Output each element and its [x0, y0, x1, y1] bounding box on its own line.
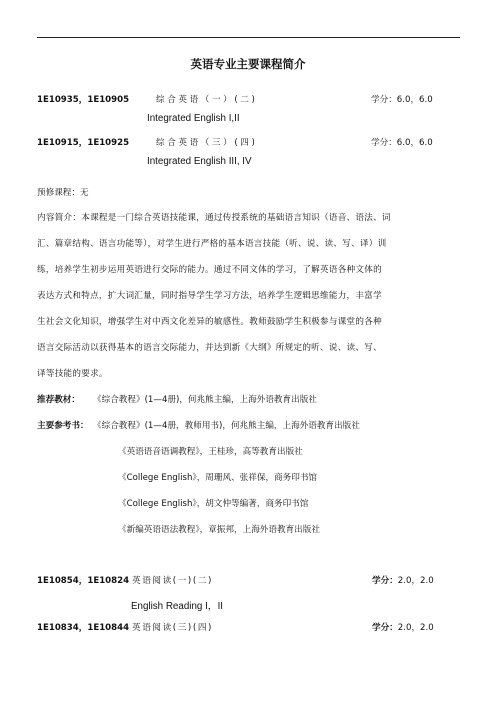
course2-name: 综合英语（三）(四) — [156, 138, 258, 148]
content-line: 生社会文化知识，增强学生对中西文化差异的敏感性。教师鼓励学生积极参与课堂的各种 — [37, 317, 382, 327]
top-rule — [37, 37, 460, 38]
course1-english-name: Integrated English I,II — [147, 113, 240, 124]
course1-name: 综合英语（一）(二) — [156, 95, 258, 105]
course2-codes: 1E10915，1E10925 — [37, 138, 130, 148]
course4-codes: 1E10834，1E10844 — [37, 623, 130, 633]
reference-item: 《综合教程》(1—4册，教师用书)，何兆熊主编，上海外语教育出版社 — [93, 421, 360, 431]
reference-item: 《新编英语语法教程》，章振邦，上海外语教育出版社 — [118, 525, 320, 535]
course3-credit-label: 学分： — [372, 576, 398, 586]
textbook-label: 推荐教材： — [37, 395, 80, 405]
course4-name: 英语阅读(三)(四) — [132, 623, 213, 633]
textbook-value: 《综合教程》(1—4册)，何兆熊主编，上海外语教育出版社 — [93, 395, 317, 405]
course2-english-name: Integrated English III, IV — [147, 156, 252, 167]
references-label: 主要参考书： — [37, 421, 89, 431]
course4-credit-value: 2.0，2.0 — [397, 623, 434, 633]
course4-credit — [372, 621, 434, 633]
course3-english-name: English Reading I，II — [131, 601, 224, 612]
content-line: 表达方式和特点，扩大词汇量，同时指导学生学习方法，培养学生逻辑思维能力，丰富学 — [37, 291, 382, 301]
course3-codes: 1E10854，1E10824 — [37, 576, 130, 586]
content-line: 内容简介：本课程是一门综合英语技能课，通过传授系统的基础语言知识（语音、语法、词 — [37, 213, 391, 223]
course2-credit: 学分：6.0，6.0 — [371, 138, 433, 148]
reference-item: 《College English》，胡文仲等编著，商务印书馆 — [118, 499, 309, 509]
page-title: 英语专业主要课程简介 — [190, 57, 306, 71]
course4-credit-label: 学分： — [372, 623, 398, 633]
course1-codes: 1E10935，1E10905 — [37, 95, 130, 105]
content-line: 译等技能的要求。 — [37, 369, 108, 379]
reference-item: 《College English》，周珊风、张祥保，商务印书馆 — [118, 473, 318, 483]
course1-credit: 学分：6.0，6.0 — [371, 95, 433, 105]
content-line: 语言交际活动以获得基本的语言交际能力，并达到新《大纲》所规定的听、说、读、写、 — [37, 343, 382, 353]
reference-item: 《英语语音语调教程》，王桂珍，高等教育出版社 — [118, 447, 303, 457]
content-line: 练，培养学生初步运用英语进行交际的能力。通过不同文体的学习，了解英语各种文体的 — [37, 265, 382, 275]
prerequisite: 预修课程：无 — [37, 188, 89, 198]
course3-credit — [372, 574, 434, 586]
course3-credit-value: 2.0，2.0 — [397, 576, 434, 586]
course3-name: 英语阅读(一)(二) — [132, 576, 213, 586]
content-line: 汇、篇章结构、语言功能等），对学生进行严格的基本语言技能（听、说、读、写、译）训 — [37, 239, 387, 249]
